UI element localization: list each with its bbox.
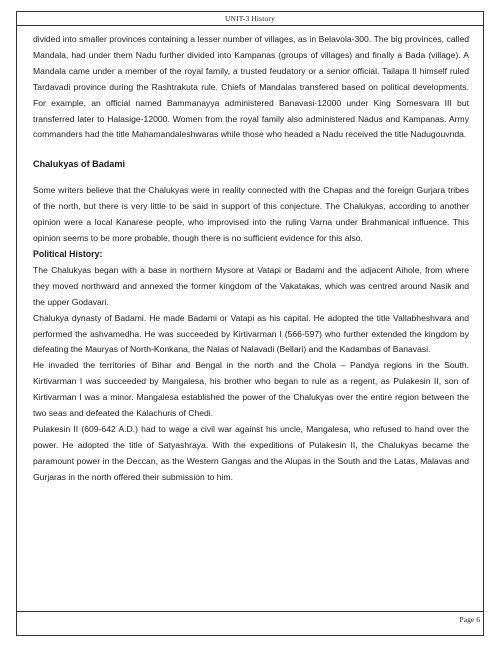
body-paragraph: Chalukya dynasty of Badami. He made Badami or Vatapi as his capital. He adopted the title Vallabheshvara and performed the ashvamedha. He was succeeded by Kirtivarman I (566-597) who further extended the kingdom by defeating the Mauryas of North-Konkana, the Nalas of Nalavadi (Bellari) and the Kadambas of Banavasi. bbox=[33, 312, 469, 355]
page-frame bbox=[16, 11, 484, 636]
body-paragraph: He invaded the territories of Bihar and Bengal in the north and the Chola – Pandya regions in the South. Kirtivarman I was succeeded by Mangalesa, his brother who began to rule as a regent, as Pulakesin II, son of Kirtivarman I was a minor. Mangalesa established the power of the Chalukyas over the entire region between the two seas and defeated the Kalachuris of Chedi. bbox=[33, 360, 469, 419]
body-paragraph: Pulakesin II (609-642 A.D.) had to wage a civil war against his uncle, Mangalesa, who refused to hand over the power. He adopted the title of Satyashraya. With the expeditions of Pulakesin II, the Chalukyas became the paramount power in the Deccan, as the Western Gangas and the Alupas in the South and the Latas, Malavas and Gurjaras in the north offered their submission to him. bbox=[33, 423, 469, 482]
political-history-heading: Political History: bbox=[33, 248, 103, 259]
section-heading: Chalukyas of Badami bbox=[33, 159, 125, 170]
body-paragraph: The Chalukyas began with a base in northern Mysore at Vatapi or Badami and the adjacent Aihole, from where they moved northward and annexed the former kingdom of the Vakatakas, which was centred around Nasik and the upper Godavari. bbox=[33, 264, 469, 307]
footer-rule bbox=[17, 611, 483, 612]
origin-paragraph: Some writers believe that the Chalukyas were in reality connected with the Chapas and the foreign Gurjara tribes of the north, but there is very little to be said in support of this conjecture. The Chalukyas, according to another opinion were a local Kanarese people, who improvised into the ruling Varna under Brahmanical influence. This opinion seems to be more probable, though there is no sufficient evidence for this also. bbox=[33, 185, 469, 244]
intro-paragraph: divided into smaller provinces containing a lesser number of villages, as in Belavola-300. The big provinces, called Mandala, had under them Nadu further divided into Kampanas (groups of villages) and finally a Bada (village). A Mandala came under a member of the royal family, a trusted feudatory or a senior official. Tailapa II himself ruled Tardavadi province during the Rashtrakuta rule. Chiefs of Mandalas transfered based on political developments. For example, an official named Bammanayya administered Banavasi-12000 under King Somesvara III but transferred later to Halasige-12000. Women from the royal family also administered Nadus and Kampanas. Army commanders had the title Mahamandaleshwaras while those who headed a Nadu received the title Nadugouvnda. bbox=[33, 34, 469, 140]
page-content bbox=[33, 32, 469, 486]
running-header: UNIT-3 History bbox=[225, 14, 275, 23]
page-number: Page 6 bbox=[459, 615, 480, 624]
header-rule bbox=[17, 25, 483, 26]
